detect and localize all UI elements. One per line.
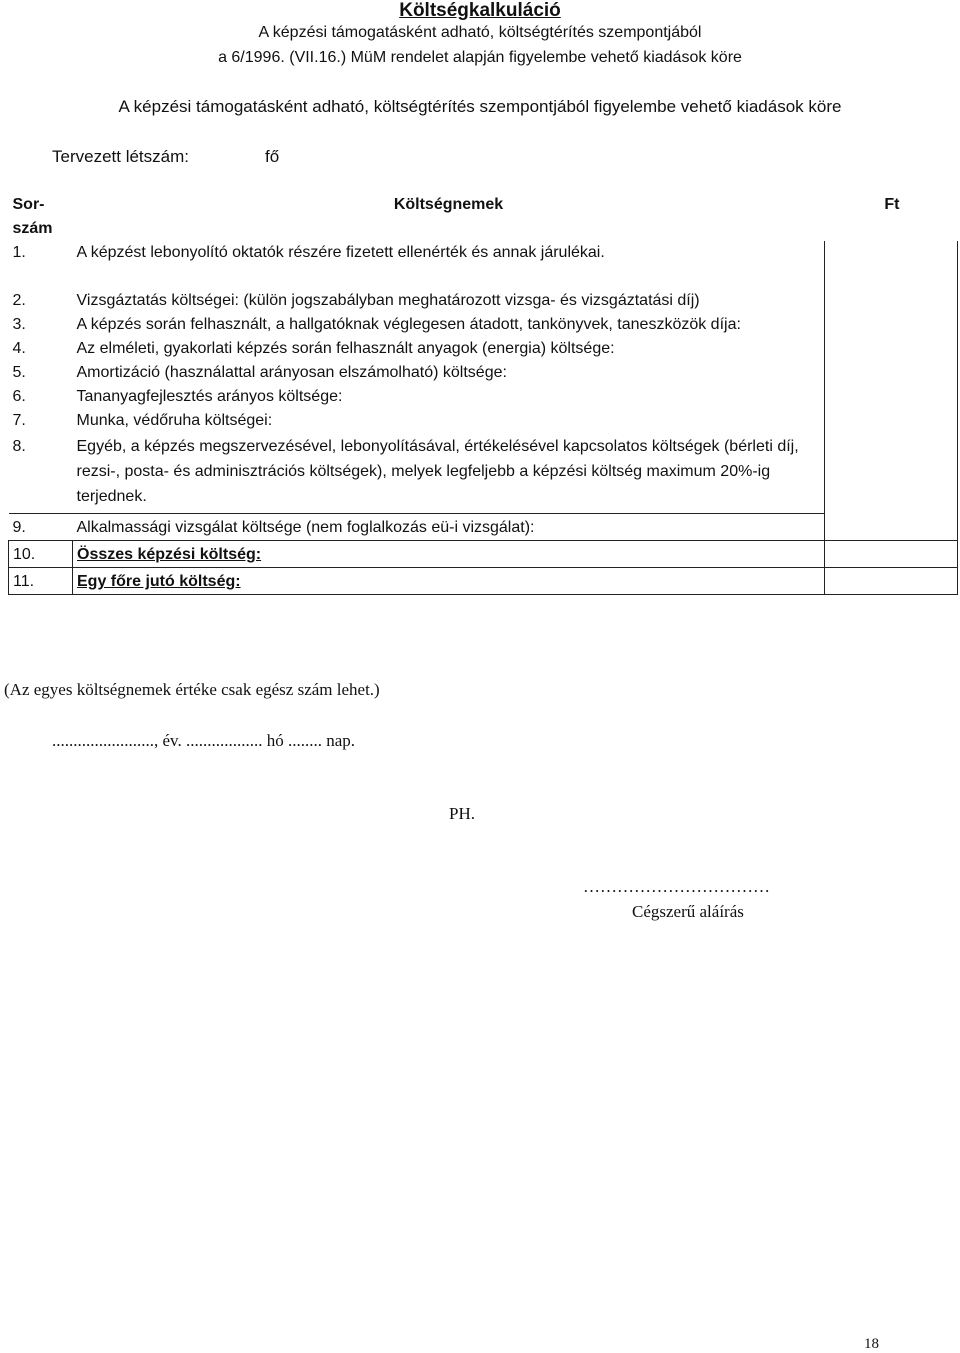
table-row [9,241,958,289]
row-text: Munka, védőruha költségei: [73,409,825,433]
row-number: 6. [12,388,26,405]
signature-label: Cégszerű aláírás [632,902,744,921]
table-row [9,313,958,337]
table-row [9,361,958,385]
row-amount-cell [825,541,958,568]
staff-count-label: Tervezett létszám: [52,147,189,166]
header-row-number-line2: szám [12,220,53,237]
page-number: 18 [864,1336,879,1352]
row-number: 11. [9,568,73,595]
row-amount-cell [825,337,958,361]
signature-dots: …………………………… [583,877,770,896]
row-number: 8. [9,433,73,514]
row-number: 10. [9,541,73,568]
row-text: Alkalmassági vizsgálat költsége (nem foglalkozás eü-i vizsgálat): [73,514,825,541]
row-text-per-person [73,568,825,595]
row-number: 3. [12,316,26,333]
row-amount-cell [825,433,958,514]
table-row [9,514,958,541]
stamp-placeholder: PH. [449,804,475,823]
table-row-per-person [9,568,958,595]
table-row [9,385,958,409]
row-number: 2. [12,292,26,309]
cost-table [8,193,958,595]
total-cost-label: Összes képzési költség: [77,546,262,563]
row-number: 5. [12,364,26,381]
integer-note: (Az egyes költségnemek értéke csak egész szám lehet.) [4,680,380,699]
date-line: ........................, év. .................. hó ........ nap. [52,731,355,750]
header-cost-type: Költségnemek [393,196,504,213]
row-amount-cell [825,568,958,595]
table-row [9,289,958,313]
row-amount-cell [825,241,958,289]
row-text: Egyéb, a képzés megszervezésével, lebonyolításával, értékelésével kapcsolatos költségek (bérleti díj, rezsi-, posta- és adminisztrációs költségek), melyek legfeljebb a képzési költség maximum 20%-ig terjednek. [73,433,825,514]
row-text: Az elméleti, gyakorlati képzés során felhasznált anyagok (energia) költsége: [73,337,825,361]
header-row-number [9,193,73,241]
row-text: Amortizáció (használattal arányosan elszámolható) költsége: [73,361,825,385]
table-row [9,337,958,361]
per-person-cost-label: Egy főre jutó költség: [77,573,241,590]
table-row-total [9,541,958,568]
header-row-number-line1: Sor- [12,196,45,213]
table-row [9,433,958,514]
row-amount-cell [825,409,958,433]
header-currency: Ft [884,196,900,213]
row-text-total [73,541,825,568]
row-amount-cell [825,514,958,541]
row-text: A képzés során felhasznált, a hallgatóknak véglegesen átadott, tankönyvek, taneszközök díja: [73,313,825,337]
row-amount-cell [825,385,958,409]
row-text: A képzést lebonyolító oktatók részére fizetett ellenérték és annak járulékai. [73,241,825,289]
document-title: Költségkalkuláció [399,0,561,21]
subtitle-line-2: a 6/1996. (VII.16.) MüM rendelet alapján figyelembe vehető kiadások köre [218,49,742,66]
row-amount-cell [825,289,958,313]
row-amount-cell [825,361,958,385]
row-number: 4. [12,340,26,357]
row-number: 1. [12,244,26,261]
subtitle-line-1: A képzési támogatásként adható, költségtérítés szempontjából [258,24,702,41]
row-amount-cell [825,313,958,337]
table-header-row [9,193,958,241]
row-number: 9. [9,514,73,541]
section-heading: A képzési támogatásként adható, költségtérítés szempontjából figyelembe vehető kiadások köre [118,97,842,116]
staff-count-unit: fő [265,147,280,166]
row-number: 7. [12,412,26,429]
row-text: Vizsgáztatás költségei: (külön jogszabályban meghatározott vizsga- és vizsgáztatási díj) [73,289,825,313]
table-row [9,409,958,433]
row-text: Tananyagfejlesztés arányos költsége: [73,385,825,409]
